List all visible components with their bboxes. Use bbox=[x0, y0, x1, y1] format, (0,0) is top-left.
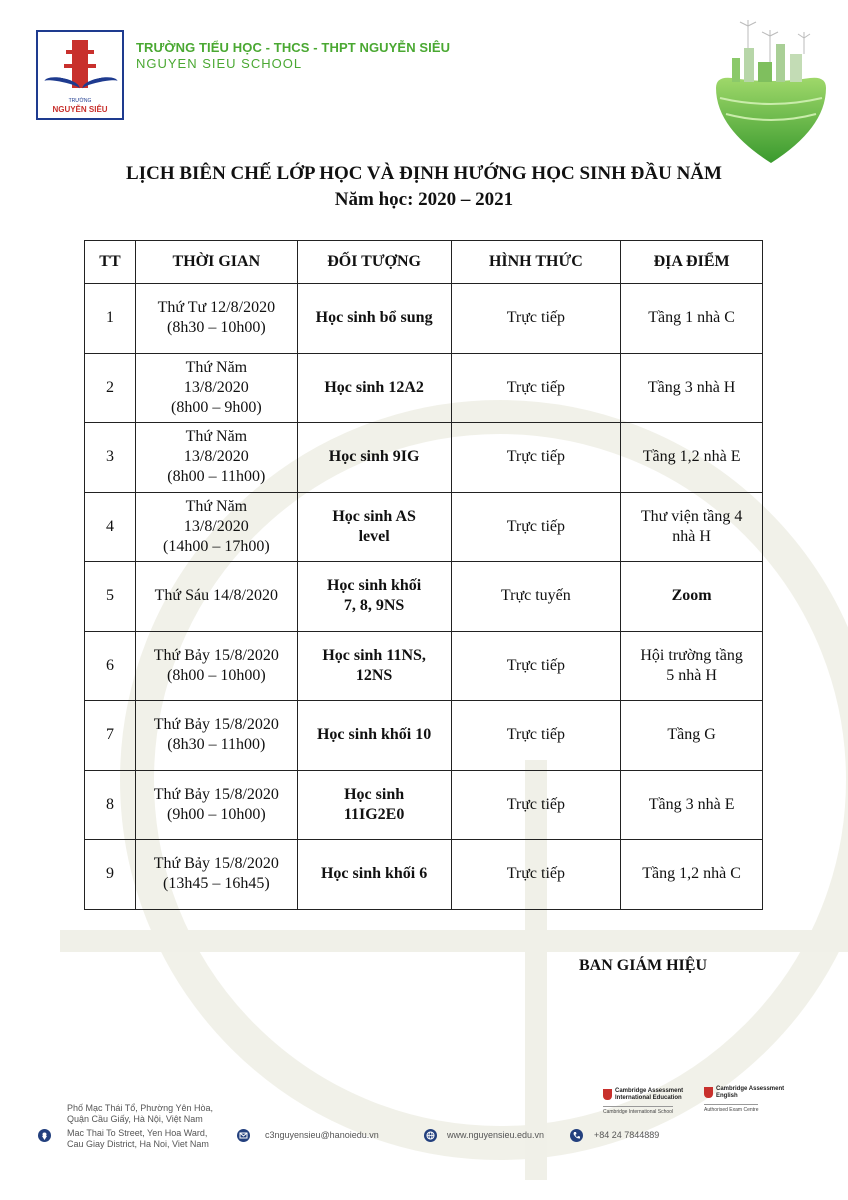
document-subtitle: Năm học: 2020 – 2021 bbox=[334, 189, 514, 210]
cell-tt: 1 bbox=[85, 284, 136, 354]
cell-time: Thứ Bảy 15/8/2020 (9h00 – 10h00) bbox=[135, 770, 297, 840]
table-row bbox=[85, 701, 763, 771]
cell-time: Thứ Bảy 15/8/2020 (13h45 – 16h45) bbox=[135, 840, 297, 910]
cell-place: Hội trường tầng 5 nhà H bbox=[621, 631, 763, 701]
cell-time: Thứ Năm 13/8/2020 (14h00 – 17h00) bbox=[135, 492, 297, 562]
cell-place: Thư viện tầng 4 nhà H bbox=[621, 492, 763, 562]
footer-address-vi: Phố Mạc Thái Tổ, Phường Yên Hòa, Quận Cầu Giấy, Hà Nội, Việt Nam bbox=[67, 1103, 214, 1124]
cell-tt: 2 bbox=[85, 353, 136, 423]
email-icon bbox=[237, 1129, 250, 1142]
cell-time: Thứ Bảy 15/8/2020 (8h00 – 10h00) bbox=[135, 631, 297, 701]
cell-tt: 4 bbox=[85, 492, 136, 562]
column-header-target: ĐỐI TƯỢNG bbox=[297, 241, 451, 284]
cell-tt: 8 bbox=[85, 770, 136, 840]
cell-place: Tầng 1,2 nhà C bbox=[621, 840, 763, 910]
cell-place: Tầng 3 nhà E bbox=[621, 770, 763, 840]
cell-target: Học sinh 11NS, 12NS bbox=[297, 631, 451, 701]
schedule-table bbox=[84, 240, 763, 910]
cambridge-shield-icon bbox=[704, 1087, 713, 1098]
cell-target: Học sinh khối 6 bbox=[297, 840, 451, 910]
cell-target: Học sinh AS level bbox=[297, 492, 451, 562]
table-row bbox=[85, 562, 763, 632]
cell-form: Trực tiếp bbox=[451, 353, 621, 423]
cell-time: Thứ Năm 13/8/2020 (8h00 – 9h00) bbox=[135, 353, 297, 423]
table-row bbox=[85, 492, 763, 562]
cell-form: Trực tiếp bbox=[451, 492, 621, 562]
cell-target: Học sinh khối 7, 8, 9NS bbox=[297, 562, 451, 632]
footer-email[interactable]: c3nguyensieu@hanoiedu.vn bbox=[265, 1130, 379, 1140]
cell-place: Tầng G bbox=[621, 701, 763, 771]
signature-block: BAN GIÁM HIỆU bbox=[579, 957, 708, 974]
cell-time: Thứ Tư 12/8/2020 (8h30 – 10h00) bbox=[135, 284, 297, 354]
document-title: LỊCH BIÊN CHẾ LỚP HỌC VÀ ĐỊNH HƯỚNG HỌC SINH ĐẦU NĂM bbox=[126, 163, 722, 184]
column-header-form: HÌNH THỨC bbox=[451, 241, 621, 284]
cell-form: Trực tiếp bbox=[451, 423, 621, 493]
cell-target: Học sinh 12A2 bbox=[297, 353, 451, 423]
school-name-vi: TRƯỜNG TIỂU HỌC - THCS - THPT NGUYỄN SIÊU bbox=[136, 40, 451, 55]
location-pin-icon bbox=[38, 1129, 51, 1142]
table-row bbox=[85, 284, 763, 354]
cell-form: Trực tiếp bbox=[451, 701, 621, 771]
cell-time: Thứ Bảy 15/8/2020 (8h30 – 11h00) bbox=[135, 701, 297, 771]
school-name-en: NGUYEN SIEU SCHOOL bbox=[136, 56, 303, 71]
cell-place: Zoom bbox=[621, 562, 763, 632]
table-row bbox=[85, 423, 763, 493]
cambridge-shield-icon bbox=[603, 1089, 612, 1100]
cell-tt: 9 bbox=[85, 840, 136, 910]
footer-website[interactable]: www.nguyensieu.edu.vn bbox=[447, 1130, 545, 1140]
cambridge-english-badge: Cambridge Assessment English Authorised Exam Centre bbox=[704, 1086, 785, 1113]
table-row bbox=[85, 353, 763, 423]
cell-time: Thứ Sáu 14/8/2020 bbox=[135, 562, 297, 632]
column-header-place: ĐỊA ĐIỂM bbox=[621, 241, 763, 284]
background-stripe bbox=[60, 930, 848, 952]
table-header-row bbox=[85, 241, 763, 284]
cell-target: Học sinh 9IG bbox=[297, 423, 451, 493]
cell-place: Tầng 1,2 nhà E bbox=[621, 423, 763, 493]
column-header-tt: TT bbox=[85, 241, 136, 284]
cell-target: Học sinh bổ sung bbox=[297, 284, 451, 354]
globe-icon bbox=[424, 1129, 437, 1142]
cell-form: Trực tiếp bbox=[451, 284, 621, 354]
cell-place: Tầng 3 nhà H bbox=[621, 353, 763, 423]
cell-tt: 6 bbox=[85, 631, 136, 701]
table-row bbox=[85, 840, 763, 910]
cell-place: Tầng 1 nhà C bbox=[621, 284, 763, 354]
table-row bbox=[85, 631, 763, 701]
column-header-time: THỜI GIAN bbox=[135, 241, 297, 284]
cell-form: Trực tiếp bbox=[451, 631, 621, 701]
cell-form: Trực tiếp bbox=[451, 770, 621, 840]
cell-target: Học sinh khối 10 bbox=[297, 701, 451, 771]
cell-tt: 3 bbox=[85, 423, 136, 493]
phone-icon bbox=[570, 1129, 583, 1142]
cell-time: Thứ Năm 13/8/2020 (8h00 – 11h00) bbox=[135, 423, 297, 493]
cell-form: Trực tiếp bbox=[451, 840, 621, 910]
cell-tt: 5 bbox=[85, 562, 136, 632]
cell-tt: 7 bbox=[85, 701, 136, 771]
footer-address-en: Mac Thai To Street, Yen Hoa Ward, Cau Giay District, Ha Noi, Viet Nam bbox=[67, 1128, 209, 1149]
footer-phone[interactable]: +84 24 7844889 bbox=[594, 1130, 660, 1140]
cell-target: Học sinh 11IG2E0 bbox=[297, 770, 451, 840]
eco-city-illustration bbox=[712, 18, 830, 183]
cambridge-international-badge: Cambridge Assessment International Education Cambridge International School bbox=[603, 1088, 684, 1115]
cell-form: Trực tuyến bbox=[451, 562, 621, 632]
school-logo: TRƯỜNG NGUYỄN SIÊU bbox=[36, 30, 124, 120]
table-row bbox=[85, 770, 763, 840]
